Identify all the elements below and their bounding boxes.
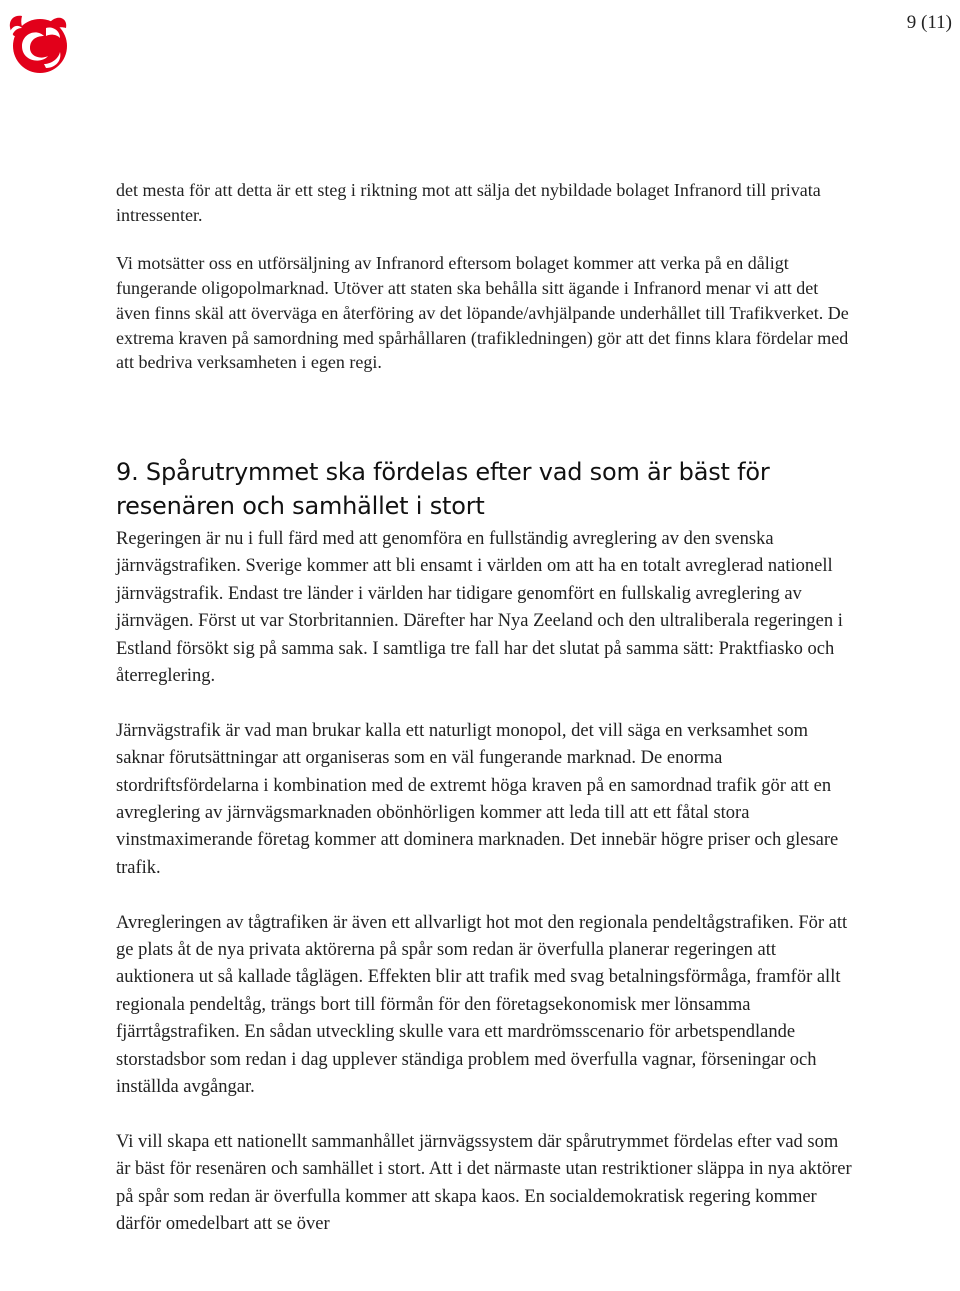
paragraph: Regeringen är nu i full färd med att genomföra en fullständig avreglering av den svenska järnvägstrafiken. Sverige kommer att bli ensamt i världen om att ha en totalt avreglerad nationell järnvägstrafik. Endast tre länder i världen har tidigare genomfört en fullskalig avreglering av järnvägen. Först ut var Storbritannien. Därefter har Nya Zeeland och den ultraliberala regeringen i Estland försökt sig på samma sak. I samtliga tre fall har det slutat på samma sätt: Praktfiasko och återreglering. — [116, 528, 843, 686]
document-body — [116, 178, 856, 1238]
paragraph: Vi vill skapa ett nationellt sammanhållet järnvägssystem där spårutrymmet fördelas efter vad som är bäst för resenären och samhället i stort. Att i det närmaste utan restriktioner släppa in nya aktörer på spår som redan är överfulla kommer att skapa kaos. En socialdemokratisk regering kommer därför omedelbart att se över — [116, 1131, 852, 1235]
rose-logo-icon — [0, 6, 74, 78]
paragraph: Vi motsätter oss en utförsäljning av Infranord eftersom bolaget kommer att verka på en dåligt fungerande oligopolmarknad. Utöver att staten ska behålla sitt ägande i Infranord menar vi att det även finns skäl att överväga en återföring av det löpande/avhjälpande underhållet till Trafikverket. De extrema kraven på samordning med spårhållaren (trafikledningen) gör att det finns klara fördelar med att bedriva verksamheten i egen regi. — [116, 253, 849, 373]
paragraph: Järnvägstrafik är vad man brukar kalla ett naturligt monopol, det vill säga en verksamhet som saknar förutsättningar att organiseras som en väl fungerande marknad. De enorma stordriftsfördelarna i kombination med de extremt höga kraven på en samordnad trafik gör att en avreglering av järnvägsmarknaden obönhörligen kommer att leda till att ett fåtal stora vinstmaximerande företag kommer att dominera marknaden. Det innebär högre priser och glesare trafik. — [116, 720, 839, 878]
paragraph: det mesta för att detta är ett steg i riktning mot att sälja det nybildade bolaget Infranord till privata intressenter. — [116, 180, 821, 225]
paragraph: Avregleringen av tågtrafiken är även ett allvarligt hot mot den regionala pendeltågstrafiken. För att ge plats åt de nya privata aktörerna på spår som redan är överfulla planerar regeringen att auktionera ut så kallade tåglägen. Effekten blir att trafik med svag betalningsförmåga, framför allt regionala pendeltåg, trängs bort till förmån för den företagsekonomisk mer lönsamma fjärrtågstrafiken. En sådan utveckling skulle vara ett mardrömsscenario för arbetspendlande storstadsbor som redan i dag upplever ständiga problem med överfulla vagnar, förseningar och inställda avgångar. — [116, 912, 848, 1098]
section-heading: 9. Spårutrymmet ska fördelas efter vad som är bäst för resenären och samhället i stort — [116, 457, 770, 520]
page-number: 9 (11) — [906, 12, 952, 33]
